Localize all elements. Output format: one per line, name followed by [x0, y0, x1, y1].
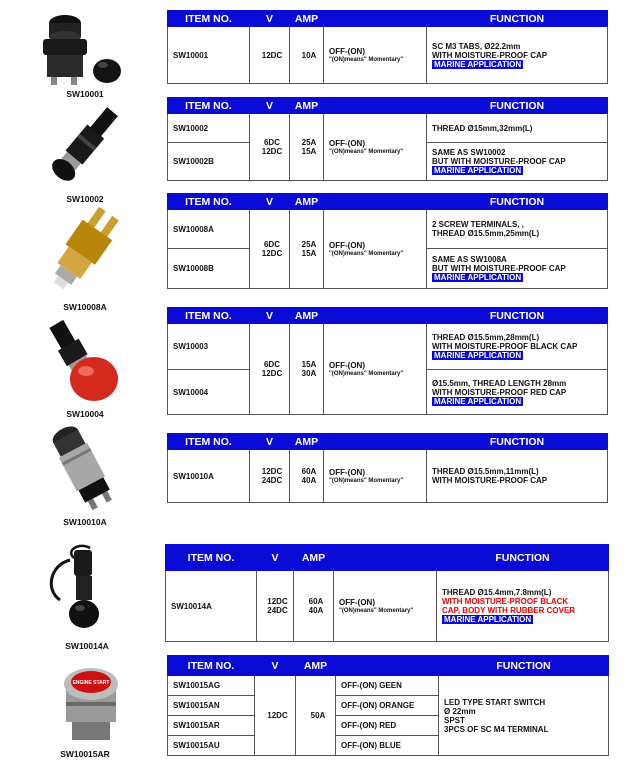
- switch-mode: OFF-(ON) BLUE: [336, 736, 439, 756]
- function-desc: SAME AS SW1008A BUT WITH MOISTURE-PROOF CAP MARINE APPLICATION: [427, 249, 608, 289]
- item-no: SW10014A: [166, 571, 257, 642]
- header-v: V: [250, 194, 290, 210]
- header-function: FUNCTION: [427, 308, 608, 324]
- header-amp: AMP: [296, 656, 336, 676]
- header-item-no: ITEM NO.: [168, 308, 250, 324]
- switch-mode: OFF-(ON) GEEN: [336, 676, 439, 696]
- header-item-no: ITEM NO.: [168, 194, 250, 210]
- header-amp: AMP: [290, 11, 324, 27]
- sw10010a-photo: [35, 420, 130, 515]
- item-no: SW10002: [168, 114, 250, 143]
- caption-sw10004: SW10004: [66, 409, 104, 419]
- header-v: V: [257, 545, 294, 571]
- marine-application-badge: MARINE APPLICATION: [434, 59, 522, 69]
- sw10015ar-photo: [52, 660, 132, 748]
- marine-application-badge: MARINE APPLICATION: [434, 396, 522, 406]
- caption-sw10014a: SW10014A: [65, 641, 109, 651]
- item-no: SW10001: [168, 27, 250, 84]
- switch-mode: OFF-(ON) "(ON)means" Momentary": [324, 450, 427, 503]
- caption-sw10008a: SW10008A: [63, 302, 107, 312]
- header-function: FUNCTION: [439, 656, 609, 676]
- amperage: 60A 40A: [290, 450, 324, 503]
- spec-table-sw10014a: [165, 544, 609, 642]
- item-no: SW10002B: [168, 143, 250, 181]
- function-desc: THREAD Ø15.4mm,7.8mm(L) WITH MOISTURE-PROOF BLACK CAP, BODY WITH RUBBER COVER MARINE APPLICATION: [437, 571, 609, 642]
- sw10004-photo: [30, 313, 130, 408]
- function-desc: LED TYPE START SWITCH Ø 22mm SPST 3PCS OF SC M4 TERMINAL: [439, 676, 609, 756]
- spec-table-sw10010a: [167, 433, 608, 503]
- voltage: 6DC 12DC: [250, 324, 290, 415]
- switch-mode: OFF-(ON) "(ON)means" Momentary": [324, 27, 427, 84]
- header-function: FUNCTION: [427, 11, 608, 27]
- voltage: 12DC 24DC: [250, 450, 290, 503]
- switch-mode: OFF-(ON) ORANGE: [336, 696, 439, 716]
- item-no: SW10010A: [168, 450, 250, 503]
- header-amp: AMP: [290, 194, 324, 210]
- function-desc: THREAD Ø15.5mm,28mm(L) WITH MOISTURE-PROOF BLACK CAP MARINE APPLICATION: [427, 324, 608, 370]
- caption-sw10001: SW10001: [66, 89, 104, 99]
- switch-mode: OFF-(ON) "(ON)means" Momentary": [324, 210, 427, 289]
- function-desc: THREAD Ø15.5mm,11mm(L) WITH MOISTURE-PROOF CAP: [427, 450, 608, 503]
- header-v: V: [255, 656, 296, 676]
- function-desc: Ø15.5mm, THREAD LENGTH 28mm WITH MOISTURE-PROOF RED CAP MARINE APPLICATION: [427, 370, 608, 415]
- header-item-no: ITEM NO.: [168, 11, 250, 27]
- item-no: SW10015AN: [168, 696, 255, 716]
- marine-application-badge: MARINE APPLICATION: [434, 273, 522, 282]
- header-v: V: [250, 434, 290, 450]
- item-no: SW10015AR: [168, 716, 255, 736]
- voltage: 12DC 24DC: [257, 571, 294, 642]
- sw10008a-photo: [30, 205, 140, 300]
- amperage: 60A 40A: [294, 571, 334, 642]
- spec-table-sw10002: [167, 97, 608, 181]
- function-desc: SC M3 TABS, Ø22.2mm WITH MOISTURE-PROOF CAP MARINE APPLICATION: [427, 27, 608, 84]
- function-desc: THREAD Ø15mm,32mm(L): [427, 114, 608, 143]
- spec-table-sw10015: [167, 655, 609, 756]
- header-item-no: ITEM NO.: [168, 98, 250, 114]
- switch-mode: OFF-(ON) RED: [336, 716, 439, 736]
- voltage: 12DC: [250, 27, 290, 84]
- header-amp: AMP: [294, 545, 334, 571]
- header-amp: AMP: [290, 308, 324, 324]
- marine-application-badge: MARINE APPLICATION: [434, 166, 522, 175]
- header-v: V: [250, 98, 290, 114]
- marine-application-badge: MARINE APPLICATION: [434, 351, 522, 360]
- header-function: FUNCTION: [427, 98, 608, 114]
- header-amp: AMP: [290, 98, 324, 114]
- sw10014a-photo: [40, 540, 135, 640]
- engine-start-badge: ENGINE START: [72, 680, 110, 686]
- amperage: 25A 15A: [290, 114, 324, 181]
- switch-mode: OFF-(ON) "(ON)means" Momentary": [324, 324, 427, 415]
- caption-sw10010a: SW10010A: [63, 517, 107, 527]
- amperage: 25A 15A: [290, 210, 324, 289]
- marine-application-badge: MARINE APPLICATION: [444, 615, 532, 624]
- voltage: 6DC 12DC: [250, 210, 290, 289]
- function-desc: 2 SCREW TERMINALS, , THREAD Ø15.5mm,25mm(L): [427, 210, 608, 249]
- voltage: 6DC 12DC: [250, 114, 290, 181]
- header-function: FUNCTION: [427, 434, 608, 450]
- switch-mode: OFF-(ON) "(ON)means" Momentary": [334, 571, 437, 642]
- header-amp: AMP: [290, 434, 324, 450]
- header-item-no: ITEM NO.: [166, 545, 257, 571]
- function-desc: SAME AS SW10002 BUT WITH MOISTURE-PROOF CAP MARINE APPLICATION: [427, 143, 608, 181]
- header-function: FUNCTION: [437, 545, 609, 571]
- sw10001-photo: [25, 5, 125, 90]
- header-v: V: [250, 11, 290, 27]
- spec-table-sw10008: [167, 193, 608, 289]
- item-no: SW10015AU: [168, 736, 255, 756]
- item-no: SW10003: [168, 324, 250, 370]
- amperage: 10A: [290, 27, 324, 84]
- header-item-no: ITEM NO.: [168, 656, 255, 676]
- item-no: SW10008A: [168, 210, 250, 249]
- item-no: SW10004: [168, 370, 250, 415]
- switch-mode: OFF-(ON) "(ON)means" Momentary": [324, 114, 427, 181]
- amperage: 15A 30A: [290, 324, 324, 415]
- item-no: SW10008B: [168, 249, 250, 289]
- amperage: 50A: [296, 676, 336, 756]
- item-no: SW10015AG: [168, 676, 255, 696]
- voltage: 12DC: [255, 676, 296, 756]
- caption-sw10002: SW10002: [66, 194, 104, 204]
- header-v: V: [250, 308, 290, 324]
- sw10002-photo: [35, 100, 135, 192]
- spec-table-sw10003: [167, 307, 608, 415]
- caption-sw10015ar: SW10015AR: [60, 749, 110, 759]
- header-item-no: ITEM NO.: [168, 434, 250, 450]
- header-function: FUNCTION: [427, 194, 608, 210]
- spec-table-sw10001: [167, 10, 608, 84]
